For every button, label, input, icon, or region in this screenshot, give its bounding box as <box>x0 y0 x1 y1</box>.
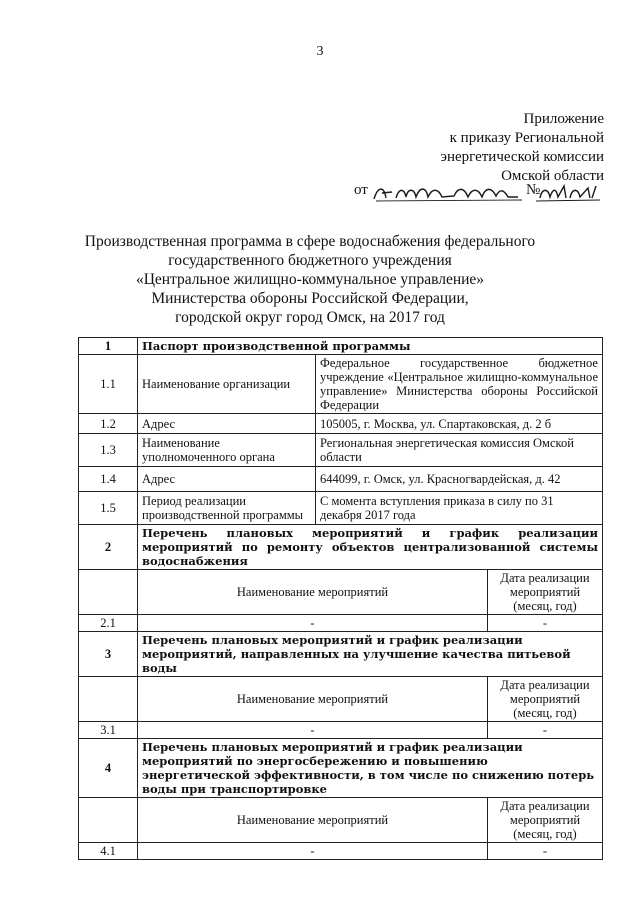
title-line: «Центральное жилищно-коммунальное управление» <box>135 271 485 288</box>
row-name: - <box>138 722 488 739</box>
column-header-name: Наименование мероприятий <box>138 798 488 843</box>
row-date: - <box>488 843 603 860</box>
passport-row <box>79 414 603 434</box>
section-header-row <box>79 739 603 798</box>
table-row <box>79 615 603 632</box>
appendix-line: Приложение <box>523 111 604 127</box>
title-line: городской округ город Омск, на 2017 год <box>175 309 445 326</box>
row-number: 4.1 <box>79 843 138 860</box>
row-value: Федеральное государственное бюджетное учреждение «Центральное жилищно-коммунальное управление» Министерства обороны Российской Федерации <box>316 355 603 414</box>
row-value: С момента вступления приказа в силу по 31 декабря 2017 года <box>316 492 603 525</box>
table-row <box>79 843 603 860</box>
section-header-row <box>79 525 603 570</box>
handwritten-date-signature <box>304 182 604 204</box>
row-number: 1.5 <box>79 492 138 525</box>
table-row <box>79 722 603 739</box>
section-number: 4 <box>79 739 138 798</box>
section-number: 3 <box>79 632 138 677</box>
section-title: Перечень плановых мероприятий и график реализации мероприятий по энергосбережению и повышению энергетической эффективности, в том числе по снижению потерь воды при транспортировке <box>138 739 603 798</box>
document-title <box>60 232 560 327</box>
row-name: - <box>138 843 488 860</box>
column-header-row <box>79 570 603 615</box>
column-header-name: Наименование мероприятий <box>138 570 488 615</box>
column-header-date: Дата реализации мероприятий (месяц, год) <box>488 798 603 843</box>
row-value: Региональная энергетическая комиссия Омской области <box>316 434 603 467</box>
passport-row <box>79 492 603 525</box>
section-header-row <box>79 338 603 355</box>
row-number: 3.1 <box>79 722 138 739</box>
appendix-line: энергетической комиссии <box>440 149 604 165</box>
empty-cell <box>79 677 138 722</box>
row-number: 1.1 <box>79 355 138 414</box>
section-header-row <box>79 632 603 677</box>
row-date: - <box>488 722 603 739</box>
section-title: Паспорт производственной программы <box>138 338 603 355</box>
row-number: 1.3 <box>79 434 138 467</box>
row-value: 644099, г. Омск, ул. Красногвардейская, д. 42 <box>316 467 603 492</box>
empty-cell <box>79 798 138 843</box>
passport-row <box>79 467 603 492</box>
empty-cell <box>79 570 138 615</box>
row-label: Адрес <box>138 414 316 434</box>
section-title: Перечень плановых мероприятий и график реализации мероприятий по ремонту объектов централизованной системы водоснабжения <box>138 525 603 570</box>
order-number-label: № <box>526 182 541 198</box>
title-line: государственного бюджетного учреждения <box>168 252 452 269</box>
row-label: Период реализации производственной программы <box>138 492 316 525</box>
section-number: 2 <box>79 525 138 570</box>
section-number: 1 <box>79 338 138 355</box>
title-line: Министерства обороны Российской Федерации, <box>151 290 469 307</box>
row-number: 2.1 <box>79 615 138 632</box>
production-program-table <box>78 337 603 860</box>
page-number: 3 <box>316 44 324 59</box>
title-line: Производственная программа в сфере водоснабжения федерального <box>84 233 536 250</box>
passport-row <box>79 355 603 414</box>
appendix-line: Омской области <box>501 168 604 184</box>
row-value: 105005, г. Москва, ул. Спартаковская, д. 2 б <box>316 414 603 434</box>
row-number: 1.2 <box>79 414 138 434</box>
passport-row <box>79 434 603 467</box>
column-header-row <box>79 677 603 722</box>
appendix-header <box>441 110 604 186</box>
row-label: Адрес <box>138 467 316 492</box>
column-header-row <box>79 798 603 843</box>
column-header-date: Дата реализации мероприятий (месяц, год) <box>488 677 603 722</box>
section-title: Перечень плановых мероприятий и график реализации мероприятий, направленных на улучшение качества питьевой воды <box>138 632 603 677</box>
column-header-name: Наименование мероприятий <box>138 677 488 722</box>
row-date: - <box>488 615 603 632</box>
column-header-date: Дата реализации мероприятий (месяц, год) <box>488 570 603 615</box>
order-from-label: от <box>354 182 368 198</box>
appendix-line: к приказу Региональной <box>449 130 604 146</box>
row-name: - <box>138 615 488 632</box>
row-number: 1.4 <box>79 467 138 492</box>
order-date-number-line <box>304 182 604 204</box>
row-label: Наименование уполномоченного органа <box>138 434 316 467</box>
row-label: Наименование организации <box>138 355 316 414</box>
